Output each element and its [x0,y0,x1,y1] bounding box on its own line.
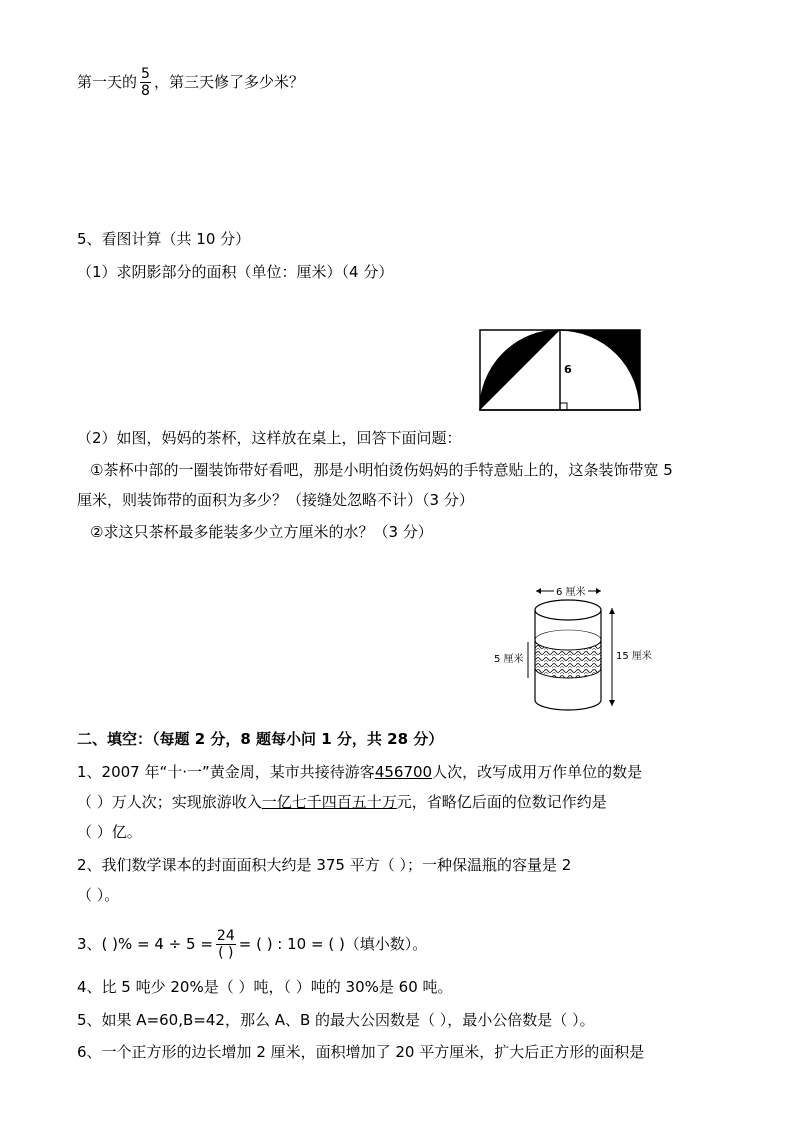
cup-top-ellipse [535,600,601,620]
part2-title: 二、填空：（每题 2 分，8 题每小问 1 分，共 28 分） [77,730,444,748]
fraction-5-8 [140,66,151,99]
q1-line3: （ ）亿。 [77,823,142,841]
q1-text-2: 人次，改写成用万作单位的数是 [432,763,643,781]
q1-underlined-amount: 一亿七千四百五十万 [261,793,397,811]
radius-label: 6 [564,363,572,376]
q3-fraction [216,928,236,961]
decoration-band [535,640,601,678]
section5-part2-q1-line2: 厘米，则装饰带的面积为多少？（接缝处忽略不计）（3 分） [77,491,474,509]
q4-text-after: ，第三天修了多少米？ [153,73,304,91]
q1-text-4: 元，省略亿后面的位数记作约是 [396,793,607,811]
q3-fraction-numerator: 24 [216,928,235,944]
q3-text-1: 3、( )% = 4 ÷ 5 = [77,935,213,953]
q1-line2 [77,792,607,812]
q1-text-3: （ ）万人次；实现旅游收入 [77,793,262,811]
q4-line: 4、比 5 吨少 20%是（ ）吨，（ ）吨的 30%是 60 吨。 [77,978,453,996]
shaded-region-left [480,330,560,410]
q3-text-2: = ( ) : 10 = ( )（填小数）。 [238,935,428,953]
section5-part2-q2: ②求这只茶杯最多能装多少立方厘米的水？（3 分） [90,523,433,541]
section5-part2-q1-line1: ①茶杯中部的一圈装饰带好看吧，那是小明怕烫伤妈妈的手特意贴上的，这条装饰带宽 5 [90,461,673,479]
q4-text-before: 第一天的 [77,73,138,91]
q6-line: 6、一个正方形的边长增加 2 厘米，面积增加了 20 平方厘米，扩大后正方形的面积是 [77,1043,645,1061]
section5-part2: （2）如图，妈妈的茶杯，这样放在桌上，回答下面问题： [77,429,462,447]
cup-bottom-curve [535,700,601,710]
cup-height-label: 15 厘米 [616,651,652,662]
section5-part1: （1）求阴影部分的面积（单位：厘米）（4 分） [77,263,394,281]
tea-cup-figure [488,578,653,718]
fraction-numerator: 5 [141,66,150,82]
band-width-label: 5 厘米 [494,654,524,665]
q2-line1: 2、我们数学课本的封面面积大约是 375 平方（ ）；一种保温瓶的容量是 2 [77,856,572,874]
q1-line1 [77,762,642,782]
q1-underlined-number: 456700 [374,763,433,781]
cup-width-label: 6 厘米 [556,587,586,598]
shaded-region-right [560,330,640,410]
q3-line [77,928,427,961]
q4-tail [77,66,304,99]
shaded-area-figure [475,325,645,415]
right-angle-mark [560,403,567,410]
fraction-denominator: 8 [141,83,150,99]
q2-line2: （ ）。 [77,886,120,904]
section5-title: 5、看图计算（共 10 分） [77,230,251,248]
q1-text-1: 1、2007 年“十·一”黄金周，某市共接待游客 [77,763,375,781]
q5-line: 5、如果 A=60,B=42，那么 A、B 的最大公因数是（ ），最小公倍数是（ ）。 [77,1011,595,1029]
q3-fraction-denominator: ( ) [218,945,234,961]
